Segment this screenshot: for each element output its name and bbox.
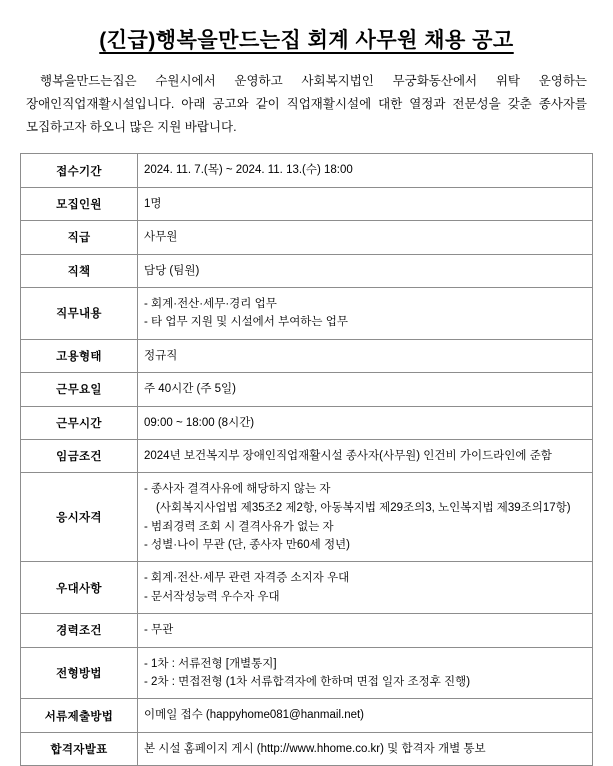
row-label: 전형방법 xyxy=(21,647,138,699)
row-label: 직급 xyxy=(21,221,138,254)
table-row xyxy=(21,562,593,614)
intro-paragraph: 행복을만드는집은 수원시에서 운영하고 사회복지법인 무궁화동산에서 위탁 운영하는 장애인직업재활시설입니다. 아래 공고와 같이 직업재활시설에 대한 열정과 전문성을 갖춘 종사자를 모집하고자 하오니 많은 지원 바랍니다. xyxy=(26,74,587,135)
row-value xyxy=(138,287,593,339)
row-label: 합격자발표 xyxy=(21,732,138,765)
table-row xyxy=(21,373,593,406)
row-value-line: - 2차 : 면접전형 (1차 서류합격자에 한하며 면접 일자 조정후 진행) xyxy=(144,675,471,688)
row-value-line: 1명 xyxy=(144,197,162,210)
row-value xyxy=(138,339,593,372)
table-row xyxy=(21,732,593,765)
row-label: 임금조건 xyxy=(21,439,138,472)
row-value xyxy=(138,614,593,647)
table-row xyxy=(21,699,593,732)
row-value xyxy=(138,732,593,765)
row-value-line: 2024년 보건복지부 장애인직업재활시설 종사자(사무원) 인건비 가이드라인에 준함 xyxy=(144,449,552,462)
table-row xyxy=(21,154,593,187)
row-label: 경력조건 xyxy=(21,614,138,647)
row-label: 우대사항 xyxy=(21,562,138,614)
table-body xyxy=(21,154,593,766)
table-row xyxy=(21,339,593,372)
row-value xyxy=(138,473,593,562)
row-value-line: - 범죄경력 조회 시 결격사유가 없는 자 xyxy=(144,520,334,533)
row-label: 서류제출방법 xyxy=(21,699,138,732)
row-value-line: - 회계·전산·세무·경리 업무 xyxy=(144,297,277,310)
page-title: (긴급)행복을만드는집 회계 사무원 채용 공고 xyxy=(99,29,514,52)
row-value xyxy=(138,154,593,187)
row-value-line: 담당 (팀원) xyxy=(144,264,200,277)
row-value-line: 사무원 xyxy=(144,231,178,244)
row-value xyxy=(138,439,593,472)
row-value xyxy=(138,187,593,220)
row-label: 고용형태 xyxy=(21,339,138,372)
table-row xyxy=(21,647,593,699)
row-value-line: - 무관 xyxy=(144,624,174,637)
row-value xyxy=(138,373,593,406)
row-value-line: 2024. 11. 7.(목) ~ 2024. 11. 13.(수) 18:00 xyxy=(144,164,353,177)
row-value xyxy=(138,221,593,254)
table-row xyxy=(21,254,593,287)
table-row xyxy=(21,406,593,439)
row-value-line: - 성별·나이 무관 (단, 종사자 만60세 정년) xyxy=(144,539,350,552)
table-row xyxy=(21,221,593,254)
row-value-line: - 문서작성능력 우수자 우대 xyxy=(144,590,280,603)
row-value xyxy=(138,562,593,614)
row-value-line: - 회계·전산·세무 관련 자격증 소지자 우대 xyxy=(144,572,350,585)
row-value xyxy=(138,647,593,699)
row-value-line: - 타 업무 지원 및 시설에서 부여하는 업무 xyxy=(144,316,348,329)
row-value-line: 09:00 ~ 18:00 (8시간) xyxy=(144,416,255,429)
row-value-line: - 종사자 결격사유에 해당하지 않는 자 xyxy=(144,483,331,496)
table-row xyxy=(21,187,593,220)
row-value-line: - 1차 : 서류전형 [개별통지] xyxy=(144,657,277,670)
row-label: 직무내용 xyxy=(21,287,138,339)
row-label: 응시자격 xyxy=(21,473,138,562)
recruitment-info-table xyxy=(20,153,593,766)
table-row xyxy=(21,473,593,562)
row-label: 접수기간 xyxy=(21,154,138,187)
row-value xyxy=(138,406,593,439)
row-label: 모집인원 xyxy=(21,187,138,220)
row-label: 근무시간 xyxy=(21,406,138,439)
row-value-line: (사회복지사업법 제35조2 제2항, 아동복지법 제29조의3, 노인복지법 제39조의17항) xyxy=(156,501,571,514)
row-value-line: 정규직 xyxy=(144,349,178,362)
table-row xyxy=(21,287,593,339)
row-value-line: 이메일 접수 (happyhome081@hanmail.net) xyxy=(144,709,365,722)
row-value-line: 주 40시간 (주 5일) xyxy=(144,383,236,396)
row-value xyxy=(138,699,593,732)
row-label: 직책 xyxy=(21,254,138,287)
row-value-line: 본 시설 홈페이지 게시 (http://www.hhome.co.kr) 및 합격자 개별 통보 xyxy=(144,742,486,755)
row-value xyxy=(138,254,593,287)
row-label: 근무요일 xyxy=(21,373,138,406)
table-row xyxy=(21,439,593,472)
table-row xyxy=(21,614,593,647)
